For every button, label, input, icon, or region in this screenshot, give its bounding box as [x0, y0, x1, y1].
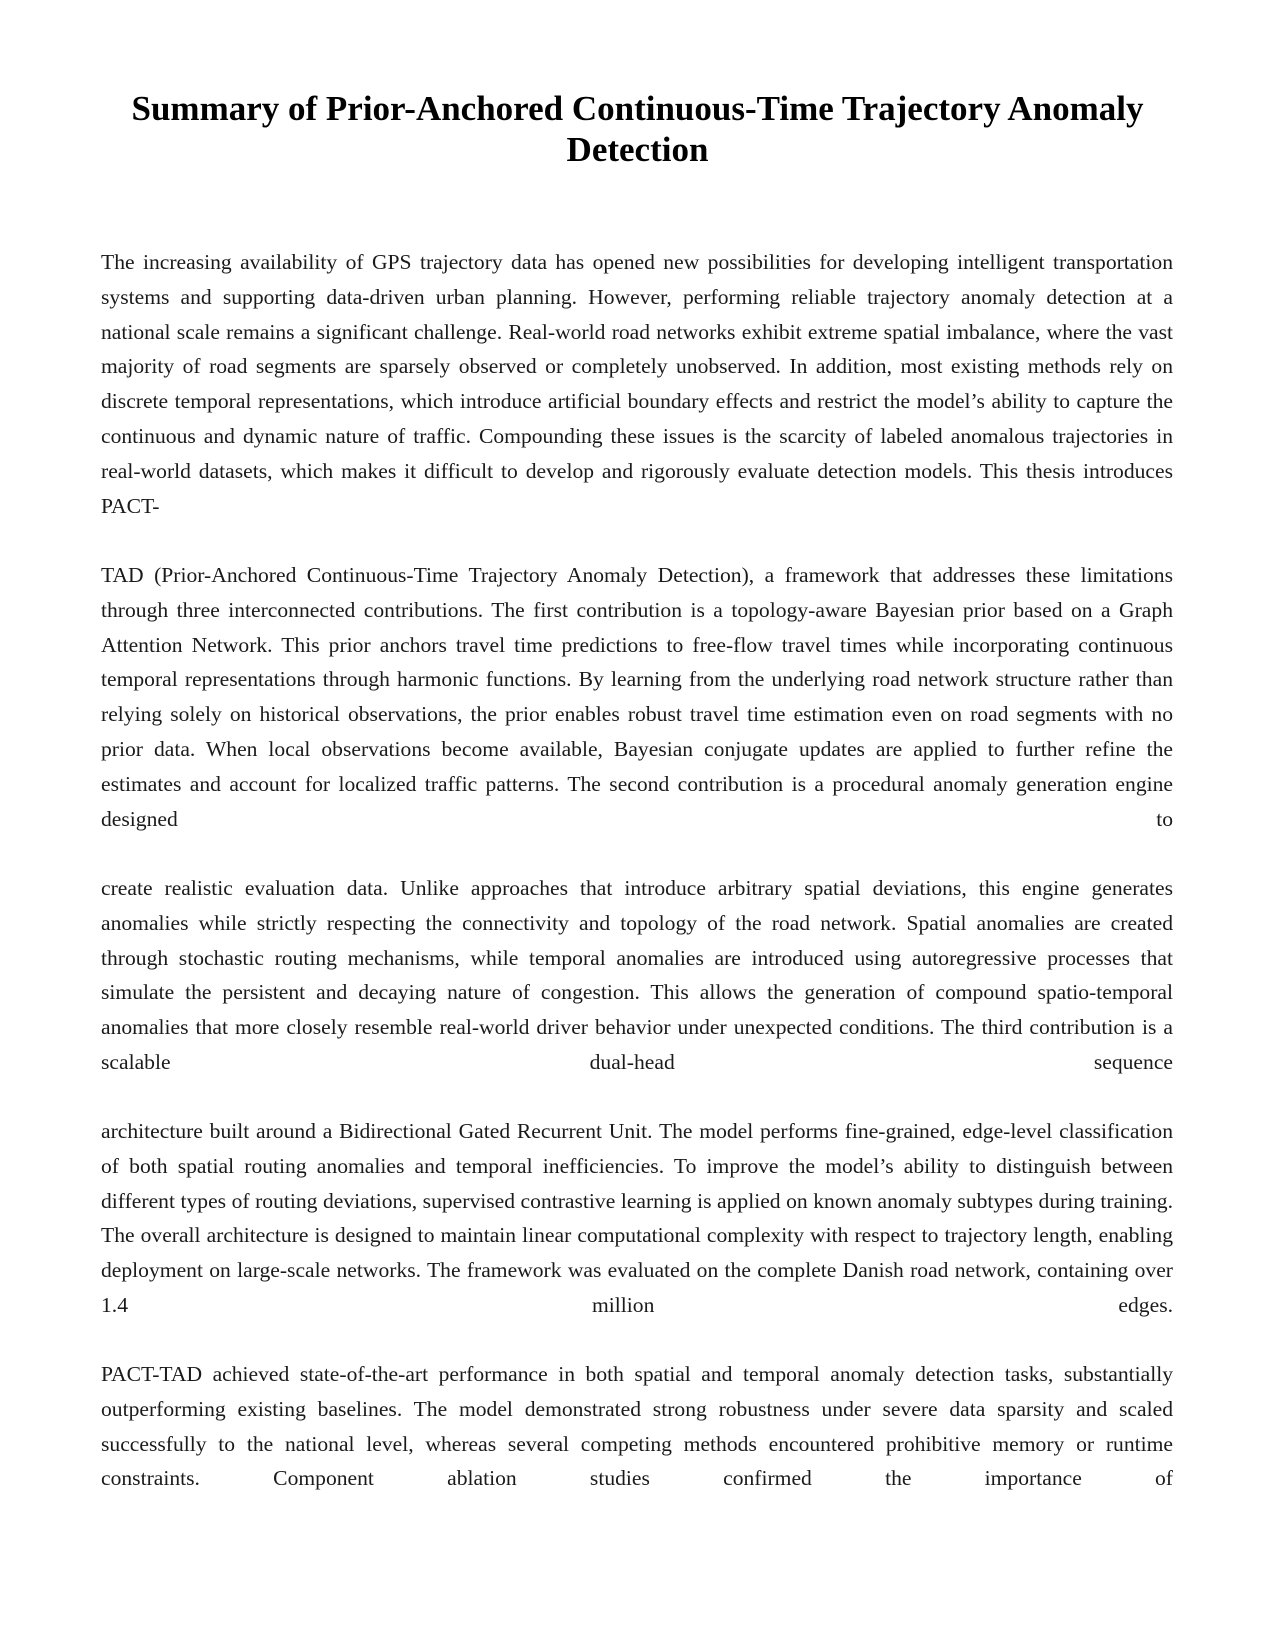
document-title: Summary of Prior-Anchored Continuous-Time Trajectory Anomaly Detection [131, 89, 1144, 169]
paragraph-5: PACT-TAD achieved state-of-the-art performance in both spatial and temporal anomaly detection tasks, substantially outperforming existing baselines. The model demonstrated strong robustness under severe data sparsity and scaled successfully to the national level, whereas several competing methods encountered prohibitive memory or runtime constraints. Component ablation studies confirmed the importance of [101, 1362, 1173, 1491]
paragraph-4: architecture built around a Bidirectional Gated Recurrent Unit. The model performs fine-grained, edge-level classification of both spatial routing anomalies and temporal inefficiencies. To improve the model’s ability to distinguish between different types of routing deviations, supervised contrastive learning is applied on known anomaly subtypes during training. The overall architecture is designed to maintain linear computational complexity with respect to trajectory length, enabling deployment on large-scale networks. The framework was evaluated on the complete Danish road network, containing over 1.4 million edges. [101, 1119, 1173, 1317]
paragraph-1: The increasing availability of GPS trajectory data has opened new possibilities for developing intelligent transportation systems and supporting data-driven urban planning. However, performing reliable trajectory anomaly detection at a national scale remains a significant challenge. Real-world road networks exhibit extreme spatial imbalance, where the vast majority of road segments are sparsely observed or completely unobserved. In addition, most existing methods rely on discrete temporal representations, which introduce artificial boundary effects and restrict the model’s ability to capture the continuous and dynamic nature of traffic. Compounding these issues is the scarcity of labeled anomalous trajectories in real-world datasets, which makes it difficult to develop and rigorously evaluate detection models. This thesis introduces PACT- [101, 250, 1173, 518]
paragraph-2: TAD (Prior-Anchored Continuous-Time Trajectory Anomaly Detection), a framework that addresses these limitations through three interconnected contributions. The first contribution is a topology-aware Bayesian prior based on a Graph Attention Network. This prior anchors travel time predictions to free-flow travel times while incorporating continuous temporal representations through harmonic functions. By learning from the underlying road network structure rather than relying solely on historical observations, the prior enables robust travel time estimation even on road segments with no prior data. When local observations become available, Bayesian conjugate updates are applied to further refine the estimates and account for localized traffic patterns. The second contribution is a procedural anomaly generation engine designed to [101, 563, 1173, 831]
paragraph-3: create realistic evaluation data. Unlike approaches that introduce arbitrary spatial deviations, this engine generates anomalies while strictly respecting the connectivity and topology of the road network. Spatial anomalies are created through stochastic routing mechanisms, while temporal anomalies are introduced using autoregressive processes that simulate the persistent and decaying nature of congestion. This allows the generation of compound spatio-temporal anomalies that more closely resemble real-world driver behavior under unexpected conditions. The third contribution is a scalable dual-head sequence [101, 876, 1173, 1074]
